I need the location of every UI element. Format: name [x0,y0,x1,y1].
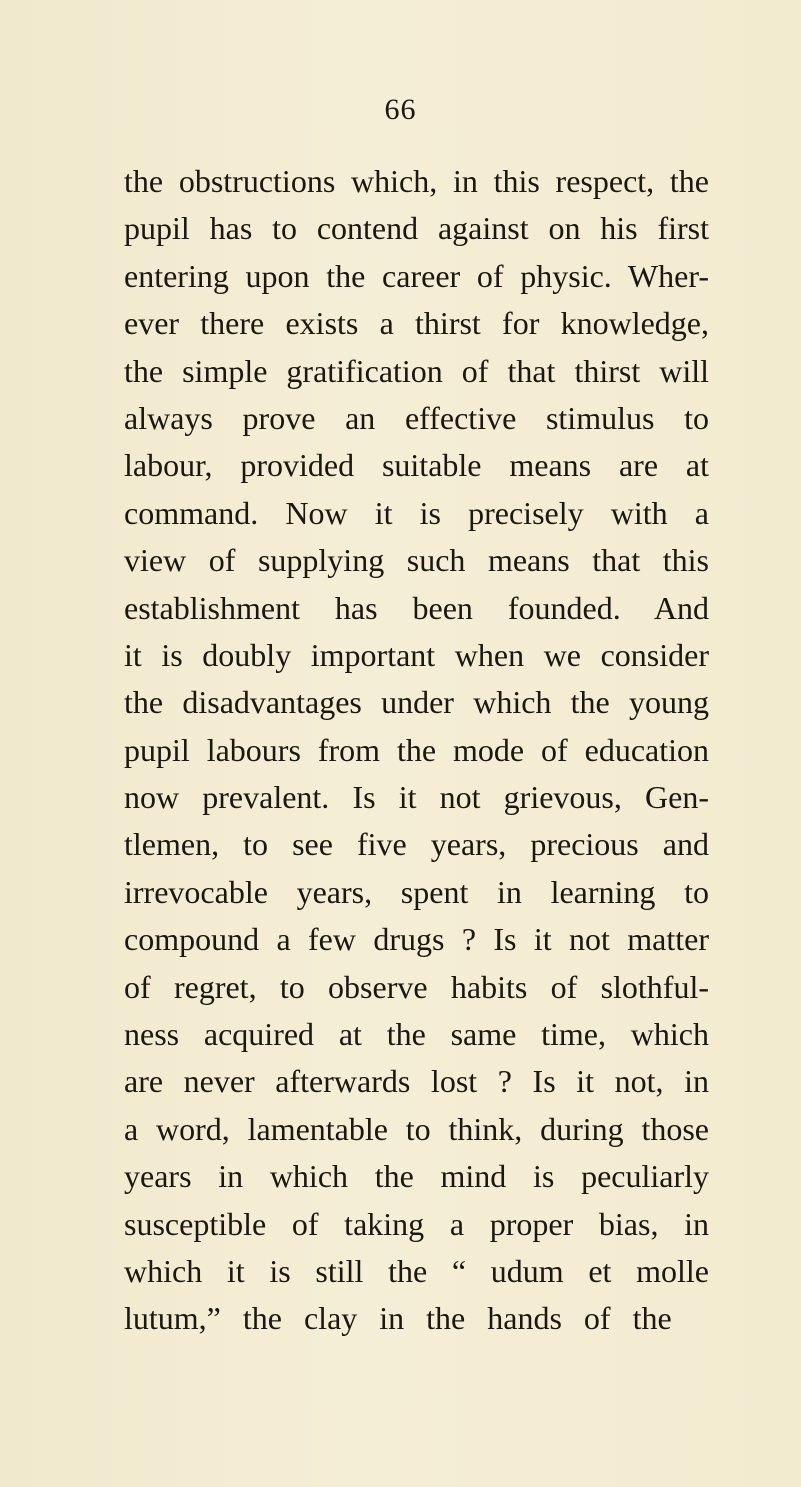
text-line: entering upon the career of physic. Wher- [124,257,709,294]
text-line: the simple gratification of that thirst will [124,352,709,389]
page-number: 66 [384,93,417,126]
text-line: always prove an effective stimulus to [124,399,709,436]
text-line: view of supplying such means that this [124,542,709,579]
text-line: irrevocable years, spent in learning to [124,873,709,910]
text-line: ness acquired at the same time, which [124,1016,709,1053]
text-line: pupil labours from the mode of education [124,731,709,768]
text-line: which it is still the “ udum et molle [124,1252,709,1289]
text-line: tlemen, to see five years, precious and [124,826,709,863]
text-line: lutum,” the clay in the hands of the [124,1300,672,1337]
text-line: it is doubly important when we consider [124,636,709,673]
text-line: pupil has to contend against on his first [124,210,709,247]
text-line: years in which the mind is peculiarly [124,1158,709,1195]
text-line: the disadvantages under which the young [124,684,709,721]
text-line: command. Now it is precisely with a [124,494,709,531]
body-text [124,158,709,1343]
text-line: susceptible of taking a proper bias, in [124,1205,709,1242]
text-line: establishment has been founded. And [124,589,709,626]
text-line: are never afterwards lost ? Is it not, in [124,1063,709,1100]
text-line: of regret, to observe habits of slothful- [124,968,709,1005]
text-line: ever there exists a thirst for knowledge, [124,305,709,342]
text-line: labour, provided suitable means are at [124,447,709,484]
text-line: compound a few drugs ? Is it not matter [124,921,709,958]
text-line: a word, lamentable to think, during those [124,1110,709,1147]
text-line: the obstructions which, in this respect, the [124,163,709,199]
text-line: now prevalent. Is it not grievous, Gen- [124,779,709,816]
